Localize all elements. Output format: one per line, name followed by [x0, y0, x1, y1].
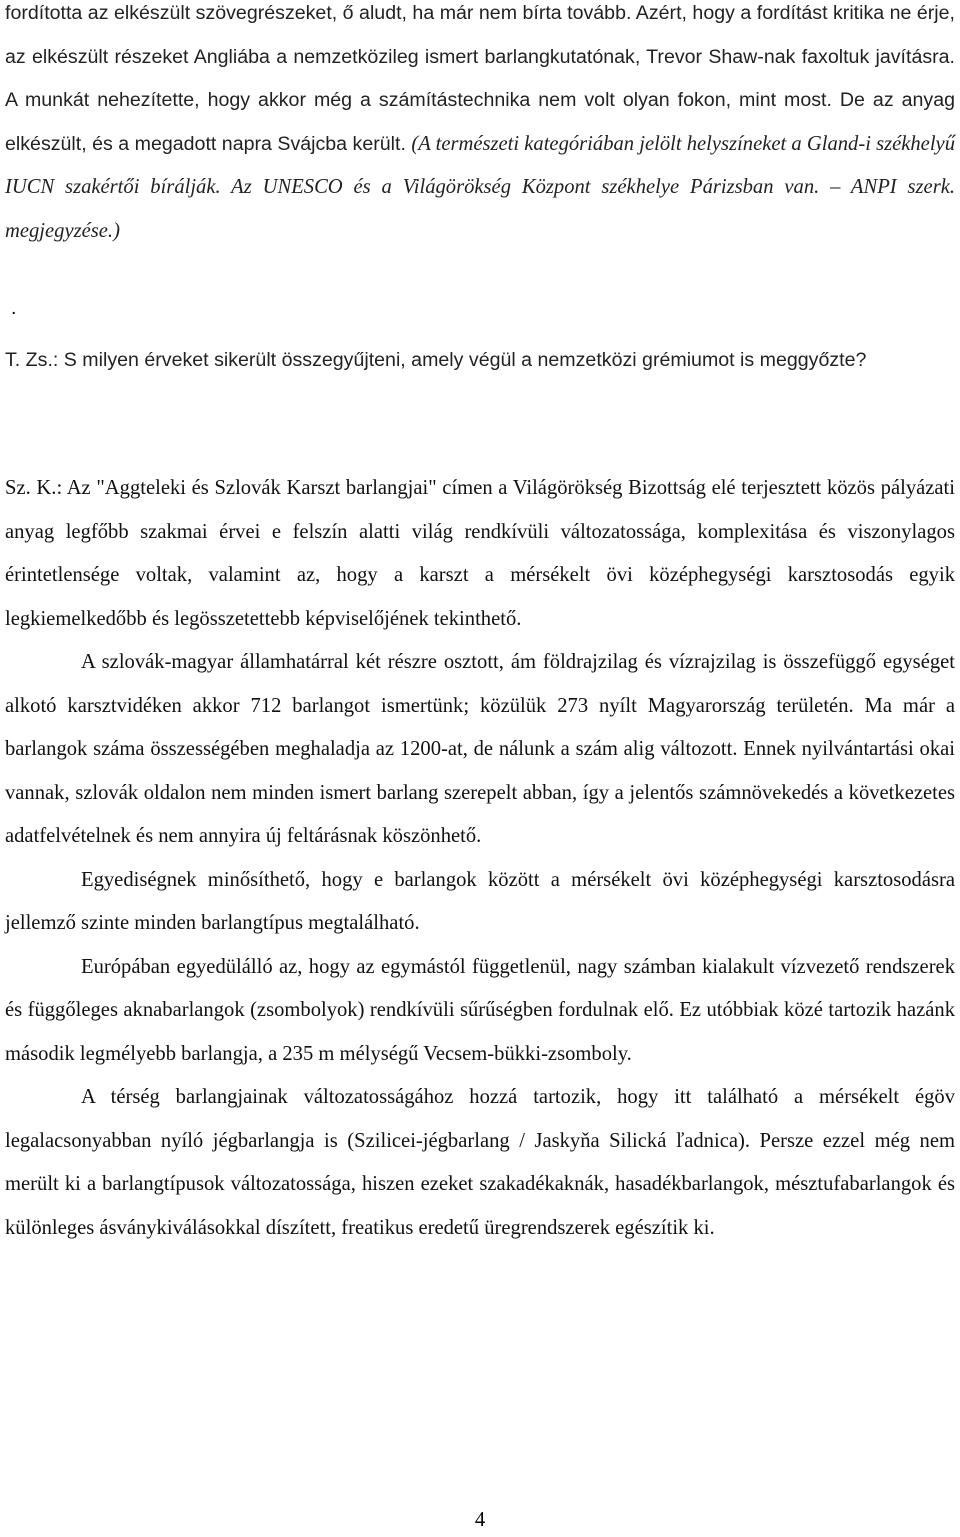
question-block [5, 339, 955, 383]
answer-paragraph-2: A szlovák-magyar államhatárral két részre osztott, ám földrajzilag és vízrajzilag is összefüggő egységet alkotó karsztvidéken akkor 712 barlangot ismertünk; közülük 273 nyílt Magyarország területén. Ma már a barlangok száma összességében meghaladja az 1200-at, de nálunk a szám alig változott. Ennek nyilvántartási okai vannak, szlovák oldalon nem minden ismert barlang szerepelt abban, így a jelentős számnövekedés a következetes adatfelvételnek és nem annyira új feltárásnak köszönhető. [5, 651, 955, 847]
answer-paragraph-3: Egyediségnek minősíthető, hogy e barlangok között a mérsékelt övi középhegységi karsztosodásra jellemző szinte minden barlangtípus megtalálható. [5, 868, 955, 934]
question-text: : S milyen érveket sikerült összegyűjteni, amely végül a nemzetközi grémiumot is meggyőzte? [52, 349, 867, 371]
question-paragraph [5, 339, 955, 383]
answer-paragraph-1 [5, 467, 955, 641]
intro-text: fordította az elkészült szövegrészeket, ő aludt, ha már nem bírta tovább. Azért, hogy a fordítást kritika ne érje, az elkészült részeket Angliába a nemzetközileg ismert barlangkutatónak, Trevor Shaw-nak faxoltuk javításra. A munkát nehezítette, hogy akkor még a számítástechnika nem volt olyan fokon, mint most. De az anyag elkészült, és a megadott napra Svájcba került. [5, 2, 955, 155]
answer-block [5, 467, 955, 1250]
answer-paragraph-4: Európában egyedülálló az, hogy az egymástól függetlenül, nagy számban kialakult vízvezető rendszerek és függőleges aknabarlangok (zsombolyok) rendkívüli sűrűségben fordulnak elő. Ez utóbbiak közé tartozik hazánk második legmélyebb barlangja, a 235 m mélységű Vecsem-bükki-zsomboly. [5, 955, 955, 1065]
intro-paragraph [5, 0, 955, 253]
question-speaker: T. Zs. [5, 349, 53, 371]
intro-block [5, 0, 955, 253]
separator-dot: . [11, 297, 17, 319]
answer-paragraph-5: A térség barlangjainak változatosságához hozzá tartozik, hogy itt található a mérsékelt égöv legalacsonyabban nyíló jégbarlangja is (Szilicei-jégbarlang / Jaskyňa Silická ľadnica). Persze ezzel még nem merült ki a barlangtípusok változatossága, hiszen ezeket szakadékaknák, hasadékbarlangok, mésztufabarlangok és különleges ásványkiválásokkal díszített, freatikus eredetű üregrendszerek egészítik ki. [5, 1086, 955, 1239]
page-number: 4 [474, 1509, 486, 1531]
answer-text-1: : Az "Aggteleki és Szlovák Karszt barlangjai" címen a Világörökség Bizottság elé terjesztett közös pályázati anyag legfőbb szakmai érvei e felszín alatti világ rendkívüli változatossága, komplexitása és viszonylagos érintetlensége voltak, valamint az, hogy a karszt a mérsékelt övi középhegységi karsztosodás egyik legkiemelkedőbb és legösszetettebb képviselőjének tekinthető. [5, 477, 955, 630]
answer-speaker: Sz. K. [5, 477, 57, 499]
editor-note: (A természeti kategóriában jelölt helyszíneket a Gland-i székhelyű IUCN szakértői bírálják. Az UNESCO és a Világörökség Központ székhelye Párizsban van. – ANPI szerk. megjegyzése.) [5, 132, 955, 242]
